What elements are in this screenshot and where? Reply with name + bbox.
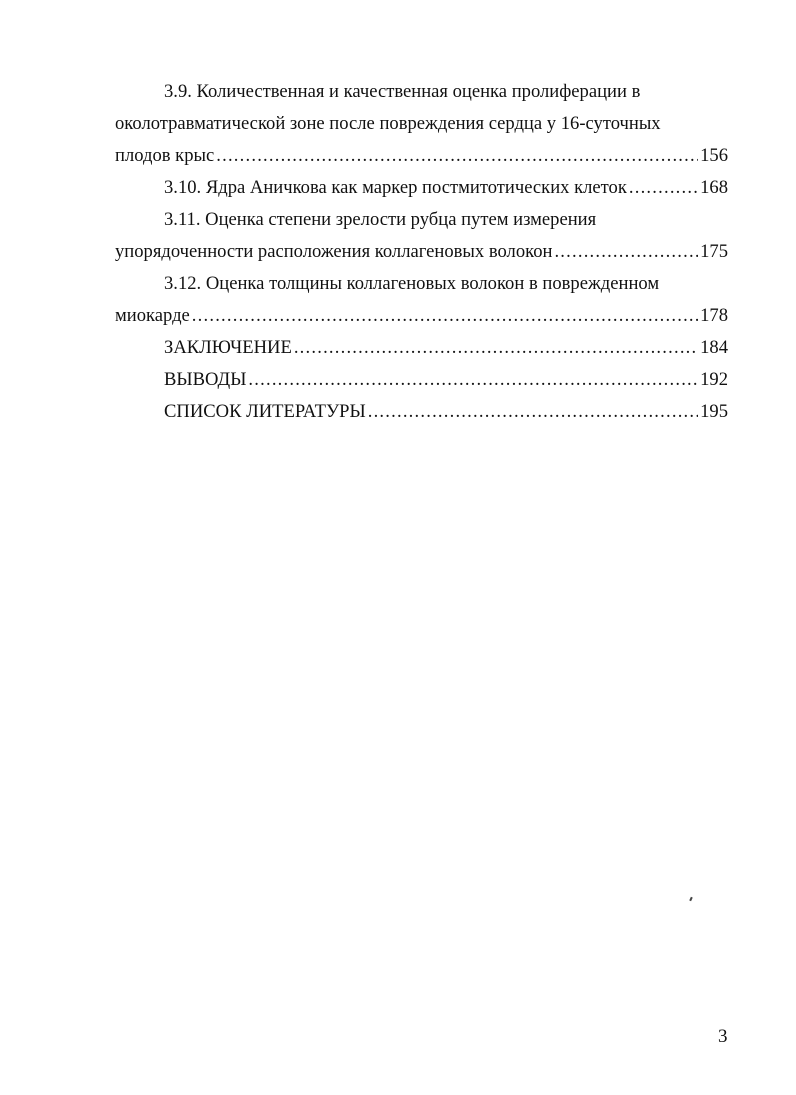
- scan-speck: [689, 897, 693, 901]
- toc-entry-text: 3.10. Ядра Аничкова как маркер постмитотических клеток: [164, 177, 627, 198]
- table-of-contents: [115, 76, 728, 428]
- toc-entry-references[interactable]: [115, 396, 728, 428]
- toc-line: [115, 108, 728, 140]
- toc-entry-text: ВЫВОДЫ: [164, 369, 247, 390]
- dot-leader: [294, 332, 698, 364]
- toc-page-number: 195: [700, 401, 728, 422]
- toc-entry-text: плодов крыс: [115, 145, 215, 166]
- toc-line: [115, 268, 728, 300]
- toc-entry-3-12[interactable]: [115, 300, 728, 332]
- toc-entry-text: миокарде: [115, 305, 190, 326]
- dot-leader: [216, 140, 698, 172]
- toc-entry-3-9[interactable]: [115, 140, 728, 172]
- toc-page-number: 156: [700, 145, 728, 166]
- toc-page-number: 184: [700, 337, 728, 358]
- page-number: 3: [718, 1026, 728, 1047]
- toc-page-number: 168: [700, 177, 728, 198]
- toc-entry-text: 3.11. Оценка степени зрелости рубца путем измерения: [164, 209, 597, 230]
- toc-line: [115, 76, 728, 108]
- toc-entry-text: СПИСОК ЛИТЕРАТУРЫ: [164, 401, 366, 422]
- toc-line: [115, 204, 728, 236]
- toc-page-number: 175: [700, 241, 728, 262]
- toc-entry-3-10[interactable]: [115, 172, 728, 204]
- toc-entry-text: околотравматической зоне после повреждения сердца у 16-суточных: [115, 113, 661, 134]
- dot-leader: [368, 396, 698, 428]
- dot-leader: [192, 300, 698, 332]
- toc-entry-text: 3.12. Оценка толщины коллагеновых волокон в поврежденном: [164, 273, 660, 294]
- toc-entry-findings[interactable]: [115, 364, 728, 396]
- toc-entry-conclusion[interactable]: [115, 332, 728, 364]
- dot-leader: [554, 236, 698, 268]
- toc-entry-text: упорядоченности расположения коллагеновых волокон: [115, 241, 553, 262]
- toc-entry-text: ЗАКЛЮЧЕНИЕ: [164, 337, 292, 358]
- toc-page-number: 178: [700, 305, 728, 326]
- toc-entry-text: 3.9. Количественная и качественная оценка пролиферации в: [164, 81, 641, 102]
- dot-leader: [248, 364, 698, 396]
- dot-leader: [629, 172, 698, 204]
- toc-entry-3-11[interactable]: [115, 236, 728, 268]
- toc-page-number: 192: [700, 369, 728, 390]
